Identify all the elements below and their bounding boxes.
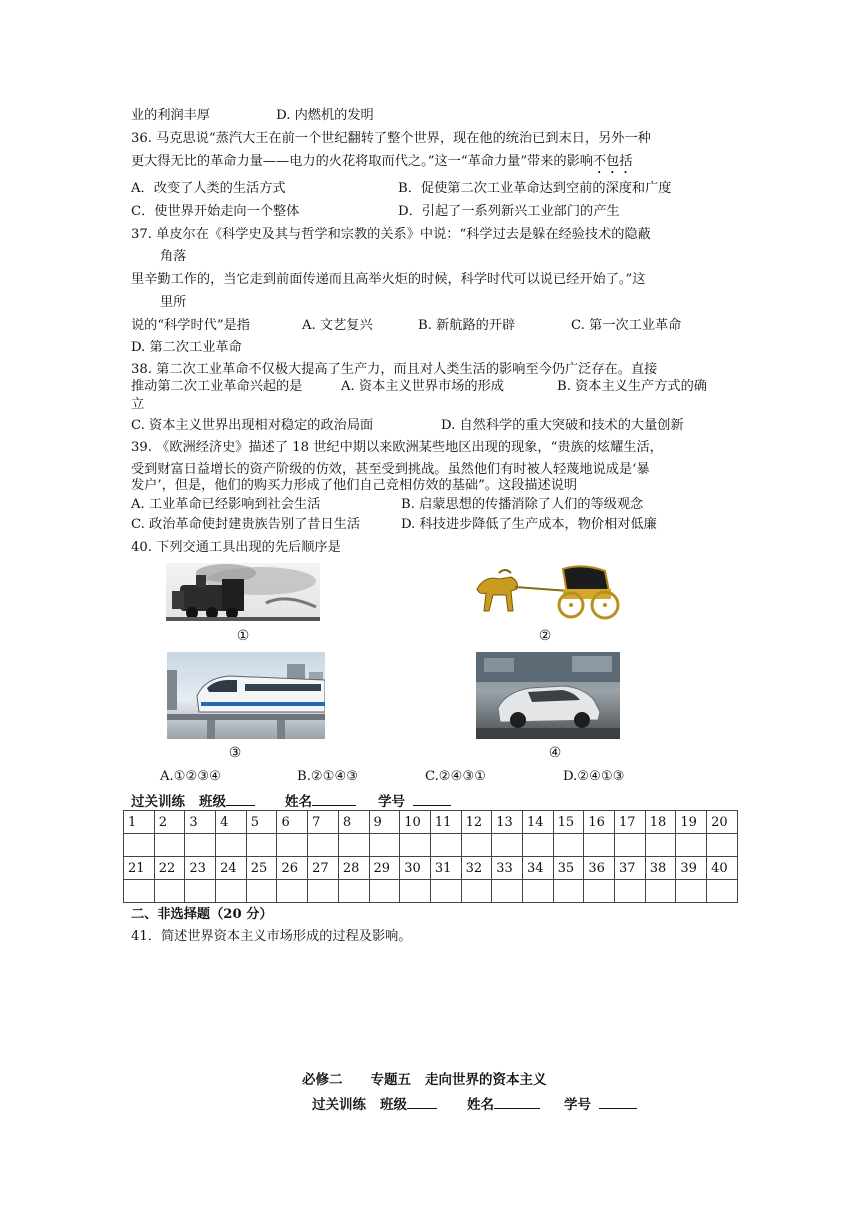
q38-option-c: C. 资本主义世界出现相对稳定的政治局面 bbox=[131, 418, 374, 433]
answer-cell[interactable] bbox=[645, 834, 676, 857]
answer-cell[interactable] bbox=[185, 880, 216, 903]
q36-option-d: D．引起了一系列新兴工业部门的产生 bbox=[398, 204, 620, 219]
grid-number-cell: 3 bbox=[185, 811, 216, 834]
q36-stem-line2: 更大得无比的革命力量——电力的火花将取而代之。”这一“革命力量”带来的影响不包括 bbox=[131, 154, 633, 169]
answer-sheet-header: 过关训练 班级 姓名 学号 bbox=[131, 790, 451, 810]
q38-stem-line1: 38. 第二次工业革命不仅极大提高了生产力，而且对人类生活的影响至今仍广泛存在。直接 bbox=[131, 362, 658, 377]
q39-stem-line2: 受到财富日益增长的资产阶级的仿效，甚至受到挑战。虽然他们有时被人轻蔑地说成是‘暴 bbox=[131, 462, 650, 477]
answer-cell[interactable] bbox=[338, 880, 369, 903]
grid-number-cell: 20 bbox=[707, 811, 738, 834]
answer-cell[interactable] bbox=[430, 880, 461, 903]
grid-number-cell: 5 bbox=[246, 811, 277, 834]
grid-number-cell: 30 bbox=[400, 857, 431, 880]
picture-caption-1: ① bbox=[236, 628, 250, 644]
grid-number-cell: 7 bbox=[308, 811, 339, 834]
answer-cell[interactable] bbox=[584, 880, 615, 903]
answer-cell[interactable] bbox=[277, 834, 308, 857]
picture-caption-4: ④ bbox=[548, 745, 562, 761]
q38-stem-line2: 推动第二次工业革命兴起的是 bbox=[131, 379, 303, 394]
next-page-title: 必修二 专题五 走向世界的资本主义 bbox=[302, 1072, 547, 1088]
class-blank[interactable] bbox=[226, 791, 255, 806]
answer-cell[interactable] bbox=[216, 834, 247, 857]
section-2-title: 二、非选择题（20 分） bbox=[131, 907, 273, 922]
grid-number-cell: 18 bbox=[645, 811, 676, 834]
q36-option-b: B．促使第二次工业革命达到空前的深度和广度 bbox=[398, 181, 672, 196]
grid-number-cell: 9 bbox=[369, 811, 400, 834]
q36-option-c: C．使世界开始走向一个整体 bbox=[131, 204, 300, 219]
q39-option-b: B. 启蒙思想的传播消除了人们的等级观念 bbox=[401, 497, 644, 512]
q37-stem-line1: 37. 单皮尔在《科学史及其与哲学和宗教的关系》中说：“科学过去是躲在经验技术的隐蔽 bbox=[131, 227, 651, 242]
grid-number-cell: 29 bbox=[369, 857, 400, 880]
answer-cell[interactable] bbox=[492, 834, 523, 857]
next-page-header: 过关训练 班级 姓名 学号 bbox=[312, 1093, 637, 1113]
q39-stem-line3: 发户’，但是，他们的购买力形成了他们自己竞相仿效的基础”。这段描述说明 bbox=[131, 478, 578, 493]
q37-option-c: C. 第一次工业革命 bbox=[571, 318, 682, 333]
q40-stem: 40. 下列交通工具出现的先后顺序是 bbox=[131, 540, 341, 555]
q37-option-b: B. 新航路的开辟 bbox=[418, 318, 516, 333]
answer-cell[interactable] bbox=[308, 880, 339, 903]
q40-option-c: C.②④③① bbox=[425, 769, 487, 784]
answer-cell[interactable] bbox=[461, 880, 492, 903]
q41-stem: 41．简述世界资本主义市场形成的过程及影响。 bbox=[131, 929, 412, 944]
answer-cell[interactable] bbox=[124, 834, 155, 857]
grid-number-cell: 1 bbox=[124, 811, 155, 834]
q37-stem-line5: 说的“科学时代”是指 bbox=[131, 318, 250, 333]
answer-grid bbox=[123, 810, 738, 903]
answer-cell[interactable] bbox=[676, 880, 707, 903]
answer-cell[interactable] bbox=[615, 834, 646, 857]
grid-number-cell: 2 bbox=[154, 811, 185, 834]
answer-cell[interactable] bbox=[124, 880, 155, 903]
answer-cell[interactable] bbox=[553, 834, 584, 857]
answer-cell[interactable] bbox=[522, 880, 553, 903]
grid-number-cell: 4 bbox=[216, 811, 247, 834]
answer-cell[interactable] bbox=[400, 880, 431, 903]
q36-stem-line1: 36. 马克思说“蒸汽大王在前一个世纪翻转了整个世界，现在他的统治已到末日，另外一种 bbox=[131, 131, 651, 146]
answer-cell[interactable] bbox=[615, 880, 646, 903]
grid-number-cell: 35 bbox=[553, 857, 584, 880]
q37-option-d: D. 第二次工业革命 bbox=[131, 340, 242, 355]
answer-cell[interactable] bbox=[185, 834, 216, 857]
grid-number-cell: 40 bbox=[707, 857, 738, 880]
grid-number-cell: 15 bbox=[553, 811, 584, 834]
answer-cell[interactable] bbox=[522, 834, 553, 857]
answer-cell[interactable] bbox=[553, 880, 584, 903]
horse-carriage-image bbox=[471, 561, 627, 621]
grid-number-cell: 24 bbox=[216, 857, 247, 880]
name-blank[interactable] bbox=[312, 791, 356, 806]
grid-number-cell: 17 bbox=[615, 811, 646, 834]
q37-option-a: A. 文艺复兴 bbox=[302, 318, 373, 333]
grid-number-cell: 10 bbox=[400, 811, 431, 834]
answer-cell[interactable] bbox=[369, 880, 400, 903]
grid-number-cell: 36 bbox=[584, 857, 615, 880]
answer-cell[interactable] bbox=[645, 880, 676, 903]
grid-number-cell: 25 bbox=[246, 857, 277, 880]
q39-option-d: D. 科技进步降低了生产成本，物价相对低廉 bbox=[401, 517, 657, 532]
q38-option-d: D. 自然科学的重大突破和技术的大量创新 bbox=[441, 418, 684, 433]
grid-number-cell: 6 bbox=[277, 811, 308, 834]
grid-number-cell: 26 bbox=[277, 857, 308, 880]
picture-caption-3: ③ bbox=[228, 745, 242, 761]
grid-number-cell: 21 bbox=[124, 857, 155, 880]
answer-cell[interactable] bbox=[369, 834, 400, 857]
answer-cell[interactable] bbox=[216, 880, 247, 903]
answer-cell[interactable] bbox=[246, 834, 277, 857]
q39-option-c: C. 政治革命使封建贵族告别了昔日生活 bbox=[131, 517, 361, 532]
q37-stem-line3: 里辛勤工作的，当它走到前面传递而且高举火炬的时候，科学时代可以说已经开始了。”这 bbox=[131, 272, 646, 287]
answer-cell[interactable] bbox=[461, 834, 492, 857]
grid-number-cell: 11 bbox=[430, 811, 461, 834]
grid-row-answers-1 bbox=[124, 834, 738, 857]
grid-number-cell: 32 bbox=[461, 857, 492, 880]
answer-cell[interactable] bbox=[277, 880, 308, 903]
grid-number-cell: 38 bbox=[645, 857, 676, 880]
answer-cell[interactable] bbox=[246, 880, 277, 903]
answer-cell[interactable] bbox=[400, 834, 431, 857]
answer-cell[interactable] bbox=[308, 834, 339, 857]
grid-number-cell: 23 bbox=[185, 857, 216, 880]
id-blank[interactable] bbox=[413, 791, 451, 806]
footer-id-blank[interactable] bbox=[599, 1094, 637, 1109]
grid-number-cell: 34 bbox=[522, 857, 553, 880]
grid-number-cell: 22 bbox=[154, 857, 185, 880]
grid-number-cell: 28 bbox=[338, 857, 369, 880]
q40-option-b: B.②①④③ bbox=[297, 769, 359, 784]
grid-number-cell: 8 bbox=[338, 811, 369, 834]
q38-option-b: B. 资本主义生产方式的确 bbox=[557, 379, 707, 394]
answer-cell[interactable] bbox=[707, 880, 738, 903]
answer-cell[interactable] bbox=[154, 880, 185, 903]
q40-option-a: A.①②③④ bbox=[160, 769, 222, 784]
steam-locomotive-image bbox=[166, 563, 320, 621]
grid-row-numbers-2 bbox=[124, 857, 738, 880]
answer-cell[interactable] bbox=[584, 834, 615, 857]
grid-number-cell: 14 bbox=[522, 811, 553, 834]
answer-cell[interactable] bbox=[154, 834, 185, 857]
grid-number-cell: 27 bbox=[308, 857, 339, 880]
q39-option-a: A. 工业革命已经影响到社会生活 bbox=[131, 497, 321, 512]
q37-stem-line2: 角落 bbox=[160, 249, 187, 264]
q37-stem-line4: 里所 bbox=[160, 295, 187, 310]
answer-cell[interactable] bbox=[430, 834, 461, 857]
answer-cell[interactable] bbox=[492, 880, 523, 903]
q39-stem-line1: 39. 《欧洲经济史》描述了 18 世纪中期以来欧洲某些地区出现的现象，“贵族的炫耀生活， bbox=[131, 440, 663, 455]
maglev-train-image bbox=[167, 652, 325, 739]
grid-row-answers-2 bbox=[124, 880, 738, 903]
footer-name-blank[interactable] bbox=[494, 1094, 540, 1109]
answer-cell[interactable] bbox=[707, 834, 738, 857]
q38-option-a: A. 资本主义世界市场的形成 bbox=[341, 379, 504, 394]
answer-cell[interactable] bbox=[676, 834, 707, 857]
grid-number-cell: 19 bbox=[676, 811, 707, 834]
q36-emphasis: 不包括 bbox=[593, 154, 633, 169]
grid-number-cell: 31 bbox=[430, 857, 461, 880]
q40-option-d: D.②④①③ bbox=[563, 769, 625, 784]
answer-cell[interactable] bbox=[338, 834, 369, 857]
q36-option-a: A．改变了人类的生活方式 bbox=[131, 181, 286, 196]
grid-number-cell: 13 bbox=[492, 811, 523, 834]
grid-number-cell: 39 bbox=[676, 857, 707, 880]
q38-option-b-cont: 立 bbox=[131, 397, 145, 412]
picture-caption-2: ② bbox=[538, 628, 552, 644]
grid-number-cell: 37 bbox=[615, 857, 646, 880]
grid-number-cell: 16 bbox=[584, 811, 615, 834]
grid-number-cell: 12 bbox=[461, 811, 492, 834]
grid-row-numbers-1 bbox=[124, 811, 738, 834]
grid-number-cell: 33 bbox=[492, 857, 523, 880]
modern-car-image bbox=[476, 652, 620, 739]
q35-tail: 业的利润丰厚 D. 内燃机的发明 bbox=[131, 108, 374, 123]
footer-class-blank[interactable] bbox=[407, 1094, 437, 1109]
